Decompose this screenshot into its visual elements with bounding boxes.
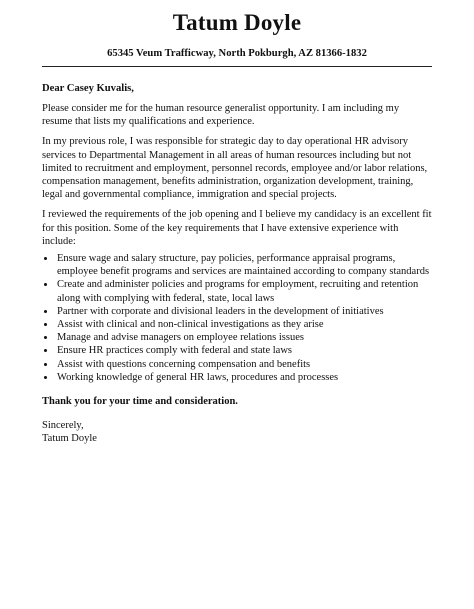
list-item: • Ensure wage and salary structure, pay policies, performance appraisal programs, employee benefit programs and services are maintained according to company standards: [56, 252, 432, 278]
list-item: • Assist with clinical and non-clinical investigations as they arise: [56, 318, 432, 331]
experience-paragraph: In my previous role, I was responsible for strategic day to day operational HR advisory services to Departmental Management in all areas of human resources including but not limited to recruitment and employment, personnel records, employee and/or labor relations, compensation management, benefits administration, organization development, training, legal and governmental compliance, immigration and special projects.: [42, 136, 428, 201]
thank-you-line: Thank you for your time and consideration.: [42, 396, 238, 408]
list-item: • Ensure HR practices comply with federal and state laws: [56, 344, 432, 357]
applicant-name: Tatum Doyle: [172, 10, 302, 35]
salutation: Dear Casey Kuvalis,: [42, 83, 134, 94]
signature: Tatum Doyle: [42, 433, 97, 445]
list-item: • Working knowledge of general HR laws, procedures and processes: [56, 371, 432, 384]
requirements-list: [42, 252, 432, 384]
list-item: • Assist with questions concerning compensation and benefits: [56, 358, 432, 371]
list-item: • Create and administer policies and programs for employment, recruiting and retention along with complying with federal, state, local laws: [56, 278, 432, 304]
applicant-address: 65345 Veum Trafficway, North Pokburgh, AZ 81366-1832: [107, 48, 367, 59]
header-divider: [42, 66, 432, 67]
list-item: • Partner with corporate and divisional leaders in the development of initiatives: [56, 305, 432, 318]
list-item: • Manage and advise managers on employee relations issues: [56, 331, 432, 344]
intro-paragraph: Please consider me for the human resource generalist opportunity. I am including my resume that lists my qualifications and experience.: [42, 103, 400, 128]
requirements-intro-paragraph: I reviewed the requirements of the job opening and I believe my candidacy is an excellent fit for this position. Some of the key requirements that I have extensive experience with include:: [42, 209, 432, 247]
closing: Sincerely,: [42, 420, 84, 432]
